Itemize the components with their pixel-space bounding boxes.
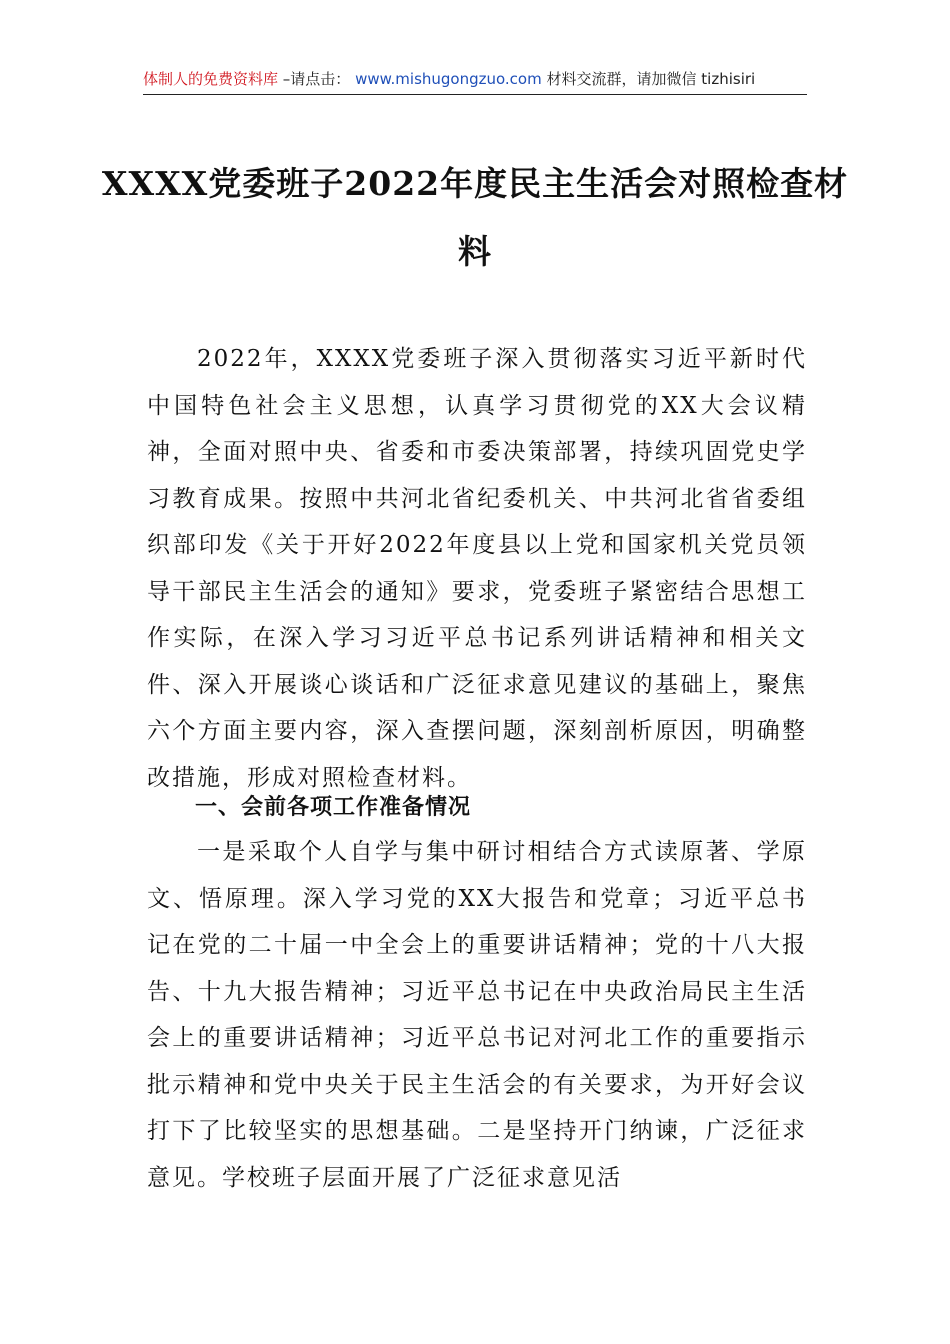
body-paragraph: 一是采取个人自学与集中研讨相结合方式读原著、学原文、悟原理。深入学习党的XX大报告和党章；习近平总书记在党的二十届一中全会上的重要讲话精神；党的十八大报告、十九大报告精神；习近平总书记在中央政治局民主生活会上的重要讲话精神；习近平总书记对河北工作的重要指示批示精神和党中央关于民主生活会的有关要求，为开好会议打下了比较坚实的思想基础。二是坚持开门纳谏，广泛征求意见。学校班子层面开展了广泛征求意见活 [147,839,807,1191]
source-prompt: –请点击： [282,70,351,88]
source-link[interactable]: www.mishugongzuo.com [355,70,542,88]
section-heading: 一、会前各项工作准备情况 [195,795,472,820]
document-title: XXXX党委班子2022年度民主生活会对照检查材料 [101,164,849,271]
source-note: 材料交流群，请加微信 tizhisiri [546,70,756,88]
source-brand: 体制人的免费资料库 [143,70,279,88]
source-header [143,64,807,95]
intro-paragraph: 2022年，XXXX党委班子深入贯彻落实习近平新时代中国特色社会主义思想，认真学习贯彻党的XX大会议精神，全面对照中央、省委和市委决策部署，持续巩固党史学习教育成果。按照中共河北省纪委机关、中共河北省省委组织部印发《关于开好2022年度县以上党和国家机关党员领导干部民主生活会的通知》要求，党委班子紧密结合思想工作实际，在深入学习习近平总书记系列讲话精神和相关文件、深入开展谈心谈话和广泛征求意见建议的基础上，聚焦六个方面主要内容，深入查摆问题，深刻剖析原因，明确整改措施，形成对照检查材料。 [147,346,807,791]
